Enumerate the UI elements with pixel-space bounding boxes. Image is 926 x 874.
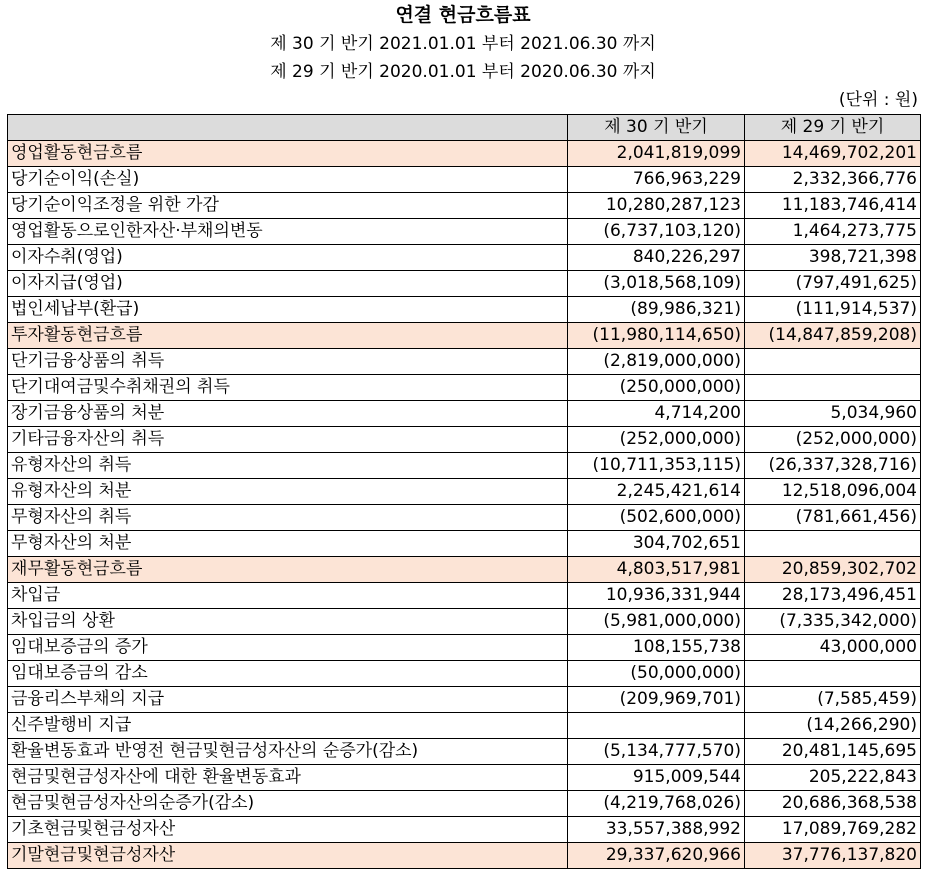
table-row [8, 505, 921, 531]
table-row [8, 583, 921, 609]
row-label: 당기순이익(손실) [8, 167, 568, 193]
row-prior-value: 2,332,366,776 [745, 167, 921, 193]
row-prior-value: (7,335,342,000) [745, 609, 921, 635]
row-prior-value: (7,585,459) [745, 687, 921, 713]
row-prior-value: 37,776,137,820 [745, 843, 921, 869]
row-current-value: (5,134,777,570) [568, 739, 745, 765]
row-prior-value: (26,337,328,716) [745, 453, 921, 479]
row-label: 영업활동현금흐름 [8, 141, 568, 167]
row-prior-value [745, 349, 921, 375]
row-current-value: 2,041,819,099 [568, 141, 745, 167]
row-prior-value [745, 375, 921, 401]
table-row [8, 349, 921, 375]
column-header-current: 제 30 기 반기 [568, 115, 745, 141]
table-row [8, 271, 921, 297]
row-current-value: 10,280,287,123 [568, 193, 745, 219]
row-label: 영업활동으로인한자산·부채의변동 [8, 219, 568, 245]
row-prior-value: 20,859,302,702 [745, 557, 921, 583]
period-current: 제 30 기 반기 2021.01.01 부터 2021.06.30 까지 [270, 34, 656, 54]
row-label: 법인세납부(환급) [8, 297, 568, 323]
row-label: 기말현금및현금성자산 [8, 843, 568, 869]
row-prior-value: 20,481,145,695 [745, 739, 921, 765]
unit-note: (단위 : 원) [838, 90, 918, 110]
row-current-value: (209,969,701) [568, 687, 745, 713]
row-label: 임대보증금의 증가 [8, 635, 568, 661]
row-prior-value: 1,464,273,775 [745, 219, 921, 245]
row-label: 환율변동효과 반영전 현금및현금성자산의 순증가(감소) [8, 739, 568, 765]
table-row [8, 167, 921, 193]
table-row [8, 193, 921, 219]
row-prior-value: 17,089,769,282 [745, 817, 921, 843]
table-row [8, 635, 921, 661]
column-header-prior: 제 29 기 반기 [745, 115, 921, 141]
row-prior-value [745, 661, 921, 687]
row-prior-value: (797,491,625) [745, 271, 921, 297]
table-row [8, 141, 921, 167]
row-prior-value [745, 531, 921, 557]
row-prior-value: 205,222,843 [745, 765, 921, 791]
row-current-value [568, 713, 745, 739]
row-prior-value: 43,000,000 [745, 635, 921, 661]
row-label: 현금및현금성자산에 대한 환율변동효과 [8, 765, 568, 791]
table-row [8, 661, 921, 687]
table-row [8, 531, 921, 557]
row-label: 유형자산의 처분 [8, 479, 568, 505]
row-current-value: 915,009,544 [568, 765, 745, 791]
row-prior-value: (781,661,456) [745, 505, 921, 531]
table-row [8, 843, 921, 869]
row-label: 현금및현금성자산의순증가(감소) [8, 791, 568, 817]
row-current-value: (4,219,768,026) [568, 791, 745, 817]
column-header-item [8, 115, 568, 141]
row-label: 당기순이익조정을 위한 가감 [8, 193, 568, 219]
row-current-value: 4,803,517,981 [568, 557, 745, 583]
row-current-value: (250,000,000) [568, 375, 745, 401]
row-current-value: 304,702,651 [568, 531, 745, 557]
row-prior-value: (252,000,000) [745, 427, 921, 453]
row-current-value: 766,963,229 [568, 167, 745, 193]
table-row [8, 479, 921, 505]
row-current-value: (5,981,000,000) [568, 609, 745, 635]
row-current-value: (89,986,321) [568, 297, 745, 323]
row-current-value: (50,000,000) [568, 661, 745, 687]
row-prior-value: 28,173,496,451 [745, 583, 921, 609]
row-label: 차입금의 상환 [8, 609, 568, 635]
row-label: 재무활동현금흐름 [8, 557, 568, 583]
row-current-value: 29,337,620,966 [568, 843, 745, 869]
row-current-value: 4,714,200 [568, 401, 745, 427]
period-prior: 제 29 기 반기 2020.01.01 부터 2020.06.30 까지 [270, 62, 656, 82]
row-current-value: 33,557,388,992 [568, 817, 745, 843]
row-prior-value: 14,469,702,201 [745, 141, 921, 167]
row-label: 장기금융상품의 처분 [8, 401, 568, 427]
table-row [8, 401, 921, 427]
row-prior-value: (14,847,859,208) [745, 323, 921, 349]
row-current-value: 108,155,738 [568, 635, 745, 661]
row-prior-value: 20,686,368,538 [745, 791, 921, 817]
row-label: 이자수취(영업) [8, 245, 568, 271]
row-label: 차입금 [8, 583, 568, 609]
row-current-value: (11,980,114,650) [568, 323, 745, 349]
row-prior-value: (14,266,290) [745, 713, 921, 739]
row-label: 임대보증금의 감소 [8, 661, 568, 687]
row-prior-value: 11,183,746,414 [745, 193, 921, 219]
row-current-value: (502,600,000) [568, 505, 745, 531]
table-row [8, 453, 921, 479]
table-row [8, 609, 921, 635]
row-current-value: 2,245,421,614 [568, 479, 745, 505]
cash-flow-table [7, 114, 921, 869]
row-current-value: (10,711,353,115) [568, 453, 745, 479]
table-row [8, 765, 921, 791]
row-label: 단기금융상품의 취득 [8, 349, 568, 375]
row-current-value: (6,737,103,120) [568, 219, 745, 245]
table-row [8, 245, 921, 271]
table-row [8, 219, 921, 245]
table-row [8, 713, 921, 739]
row-prior-value: (111,914,537) [745, 297, 921, 323]
row-prior-value: 5,034,960 [745, 401, 921, 427]
table-row [8, 739, 921, 765]
row-label: 신주발행비 지급 [8, 713, 568, 739]
table-row [8, 375, 921, 401]
row-prior-value: 12,518,096,004 [745, 479, 921, 505]
table-header-row [8, 115, 921, 141]
row-current-value: (2,819,000,000) [568, 349, 745, 375]
row-current-value: (252,000,000) [568, 427, 745, 453]
row-current-value: 10,936,331,944 [568, 583, 745, 609]
row-label: 단기대여금및수취채권의 취득 [8, 375, 568, 401]
row-prior-value: 398,721,398 [745, 245, 921, 271]
statement-title: 연결 현금흐름표 [395, 4, 531, 26]
row-label: 무형자산의 처분 [8, 531, 568, 557]
table-row [8, 817, 921, 843]
row-label: 무형자산의 취득 [8, 505, 568, 531]
row-label: 이자지급(영업) [8, 271, 568, 297]
row-label: 유형자산의 취득 [8, 453, 568, 479]
table-row [8, 557, 921, 583]
table-row [8, 297, 921, 323]
table-row [8, 323, 921, 349]
table-row [8, 427, 921, 453]
row-label: 금융리스부채의 지급 [8, 687, 568, 713]
row-label: 기초현금및현금성자산 [8, 817, 568, 843]
table-row [8, 791, 921, 817]
row-current-value: (3,018,568,109) [568, 271, 745, 297]
row-label: 기타금융자산의 취득 [8, 427, 568, 453]
row-current-value: 840,226,297 [568, 245, 745, 271]
table-row [8, 687, 921, 713]
row-label: 투자활동현금흐름 [8, 323, 568, 349]
